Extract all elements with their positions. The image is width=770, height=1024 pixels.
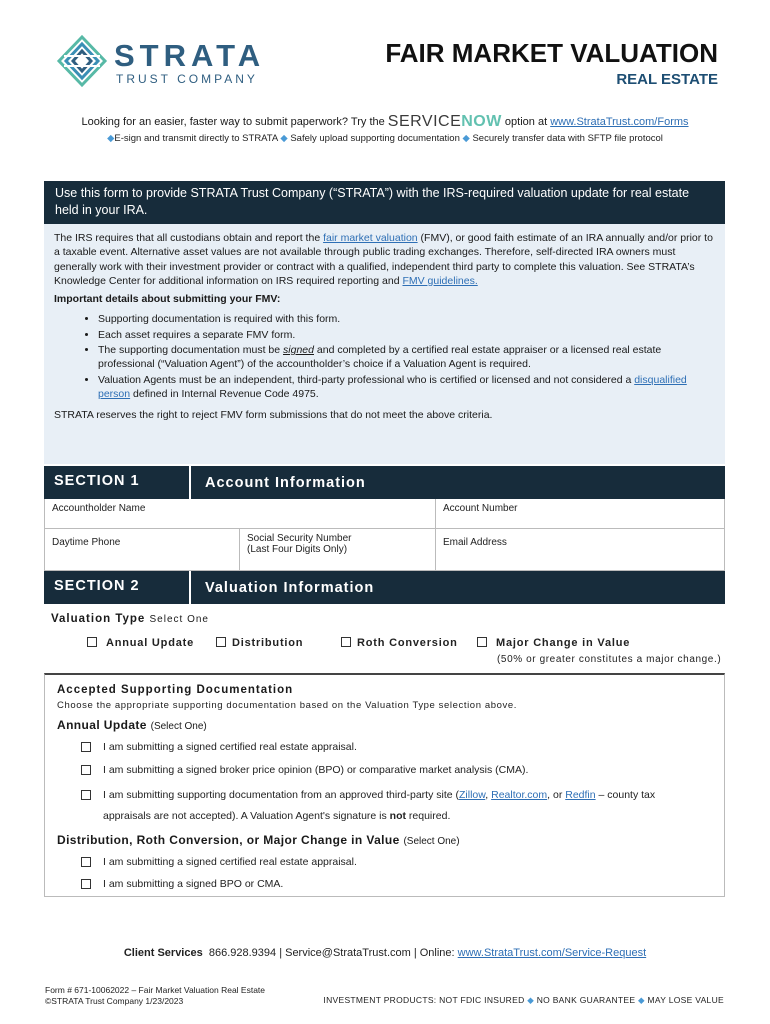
copyright: ©STRATA Trust Company 1/23/2023 (45, 996, 184, 1006)
promo-lead: Looking for an easier, faster way to submit paperwork? Try the (81, 116, 385, 128)
reserve-statement: STRATA reserves the right to reject FMV form submissions that do not meet the above criteria. (54, 409, 493, 422)
logo-subtitle: TRUST COMPANY (116, 72, 258, 86)
info-box (44, 224, 725, 464)
disqualified-person-link[interactable]: disqualified person (98, 373, 687, 400)
section-number: SECTION 1 (54, 473, 140, 489)
bullet-diamond-icon: ◆ (527, 995, 535, 1005)
doc-option-appraisal[interactable]: I am submitting a signed certified real estate appraisal. (81, 740, 357, 754)
important-list (98, 312, 715, 401)
fmv-guidelines-link[interactable]: FMV guidelines. (402, 274, 478, 287)
major-change-note: (50% or greater constitutes a major change.) (497, 654, 722, 665)
option-major-change[interactable]: Major Change in Value (477, 637, 630, 649)
service-request-link[interactable]: www.StrataTrust.com/Service-Request (457, 947, 647, 959)
checkbox-icon[interactable] (81, 742, 91, 752)
promo-feature: E-sign and transmit directly to STRATA (114, 133, 278, 144)
checkbox-icon[interactable] (81, 790, 91, 800)
daytime-phone-field[interactable]: Daytime Phone (45, 529, 240, 571)
checkbox-icon[interactable] (81, 857, 91, 867)
section-divider (189, 466, 191, 499)
strata-diamond-logo-icon (56, 34, 108, 88)
promo-tail: option at (504, 116, 548, 128)
zillow-link[interactable]: Zillow (459, 789, 486, 801)
promo-features (0, 133, 770, 144)
fmv-link[interactable]: fair market valuation (323, 232, 418, 244)
redfin-link[interactable]: Redfin (565, 789, 596, 801)
promo-feature: Safely upload supporting documentation (290, 133, 460, 144)
section-2-header (44, 571, 725, 604)
section-label: Account Information (205, 475, 366, 491)
bullet-diamond-icon: ◆ (280, 133, 288, 144)
section-number: SECTION 2 (54, 578, 140, 594)
checkbox-icon[interactable] (216, 637, 226, 647)
forms-link[interactable]: www.StrataTrust.com/Forms (550, 116, 689, 128)
checkbox-icon[interactable] (477, 637, 487, 647)
doc-option-bpo-cma-2[interactable]: I am submitting a signed BPO or CMA. (81, 877, 283, 891)
checkbox-icon[interactable] (81, 879, 91, 889)
list-item: • Valuation Agents must be an independent, third-party professional who is certified or licensed and not considered a disqualified person defined in Internal Revenue Code 4975. (98, 373, 715, 402)
strata-logo (56, 34, 266, 94)
promo-feature: Securely transfer data with SFTP file protocol (472, 133, 663, 144)
account-fields (44, 499, 725, 571)
option-roth-conversion[interactable]: Roth Conversion (341, 637, 458, 649)
section-divider (189, 571, 191, 604)
realtor-link[interactable]: Realtor.com (491, 789, 548, 801)
doc-option-bpo-cma[interactable]: I am submitting a signed broker price opinion (BPO) or comparative market analysis (CMA). (81, 763, 528, 777)
ssn-label: Social Security Number (247, 533, 352, 544)
checkbox-icon[interactable] (87, 637, 97, 647)
list-item: • The supporting documentation must be signed and completed by a certified real estate appraiser or a licensed real estate professional (“Valuation Agent”) of the accountholder’s choice if a Valuation Agent is required. (98, 343, 715, 372)
intro-banner: Use this form to provide STRATA Trust Company (“STRATA”) with the IRS-required valuation update for real estate held in your IRA. (44, 181, 725, 224)
accountholder-name-field[interactable]: Accountholder Name (45, 499, 436, 529)
list-item: • Each asset requires a separate FMV form. (98, 328, 715, 342)
bullet-diamond-icon: ◆ (638, 995, 645, 1005)
servicenow-logo: SERVICENOW (387, 113, 502, 130)
bullet-diamond-icon: ◆ (107, 133, 115, 144)
docs-title: Accepted Supporting Documentation (57, 684, 294, 696)
doc-option-third-party[interactable]: I am submitting supporting documentation from an approved third-party site (Zillow, Realtor.com, or Redfin – county tax appraisals are not accepted). A Valuation Agent's signature is not required. (81, 785, 701, 827)
checkbox-icon[interactable] (81, 765, 91, 775)
logo-wordmark: STRATA (114, 38, 266, 73)
servicenow-promo (0, 113, 770, 131)
irs-paragraph: The IRS requires that all custodians obtain and report the fair market valuation (FMV), or good faith estimate of an IRA annually and/or prior to a taxable event. Alternative asset values are not available through public trading exchanges. Therefore, self-directed IRA owners must generally work with their investment provider or contract with a qualified, independent third party to complete this valuation. See STRATA’s Knowledge Center for additional information on IRS required reporting and FMV guidelines. (54, 232, 713, 287)
section-label: Valuation Information (205, 580, 375, 596)
valuation-type-title: Valuation Type Select One (51, 613, 209, 625)
option-annual-update[interactable]: Annual Update (87, 637, 194, 649)
ssn-field[interactable] (240, 529, 436, 571)
account-number-field[interactable]: Account Number (436, 499, 724, 529)
important-heading: Important details about submitting your FMV: (54, 293, 281, 306)
investment-disclaimer: INVESTMENT PRODUCTS: NOT FDIC INSURED ◆ NO BANK GUARANTEE ◆ MAY LOSE VALUE (323, 995, 724, 1005)
email-field[interactable]: Email Address (436, 529, 724, 571)
list-item: • Supporting documentation is required with this form. (98, 312, 715, 326)
checkbox-icon[interactable] (341, 637, 351, 647)
supporting-docs-box (44, 673, 725, 897)
option-distribution[interactable]: Distribution (216, 637, 303, 649)
form-number: Form # 671-10062022 – Fair Market Valuation Real Estate (45, 985, 266, 995)
ssn-sublabel: (Last Four Digits Only) (247, 544, 348, 555)
annual-update-group-title: Annual Update (Select One) (57, 718, 207, 732)
client-services: Client Services 866.928.9394 | Service@StrataTrust.com | Online: www.StrataTrust.com/Service-Request (123, 947, 647, 959)
other-types-group-title: Distribution, Roth Conversion, or Major Change in Value (Select One) (57, 833, 460, 847)
page-subtitle: REAL ESTATE (616, 71, 718, 88)
bullet-diamond-icon: ◆ (462, 133, 470, 144)
form-info (45, 985, 265, 1007)
doc-option-appraisal-2[interactable]: I am submitting a signed certified real estate appraisal. (81, 855, 357, 869)
section-1-header (44, 466, 725, 499)
docs-subtitle: Choose the appropriate supporting documentation based on the Valuation Type selection above. (57, 700, 517, 711)
page-title: FAIR MARKET VALUATION (385, 38, 718, 68)
page-header (0, 0, 770, 100)
